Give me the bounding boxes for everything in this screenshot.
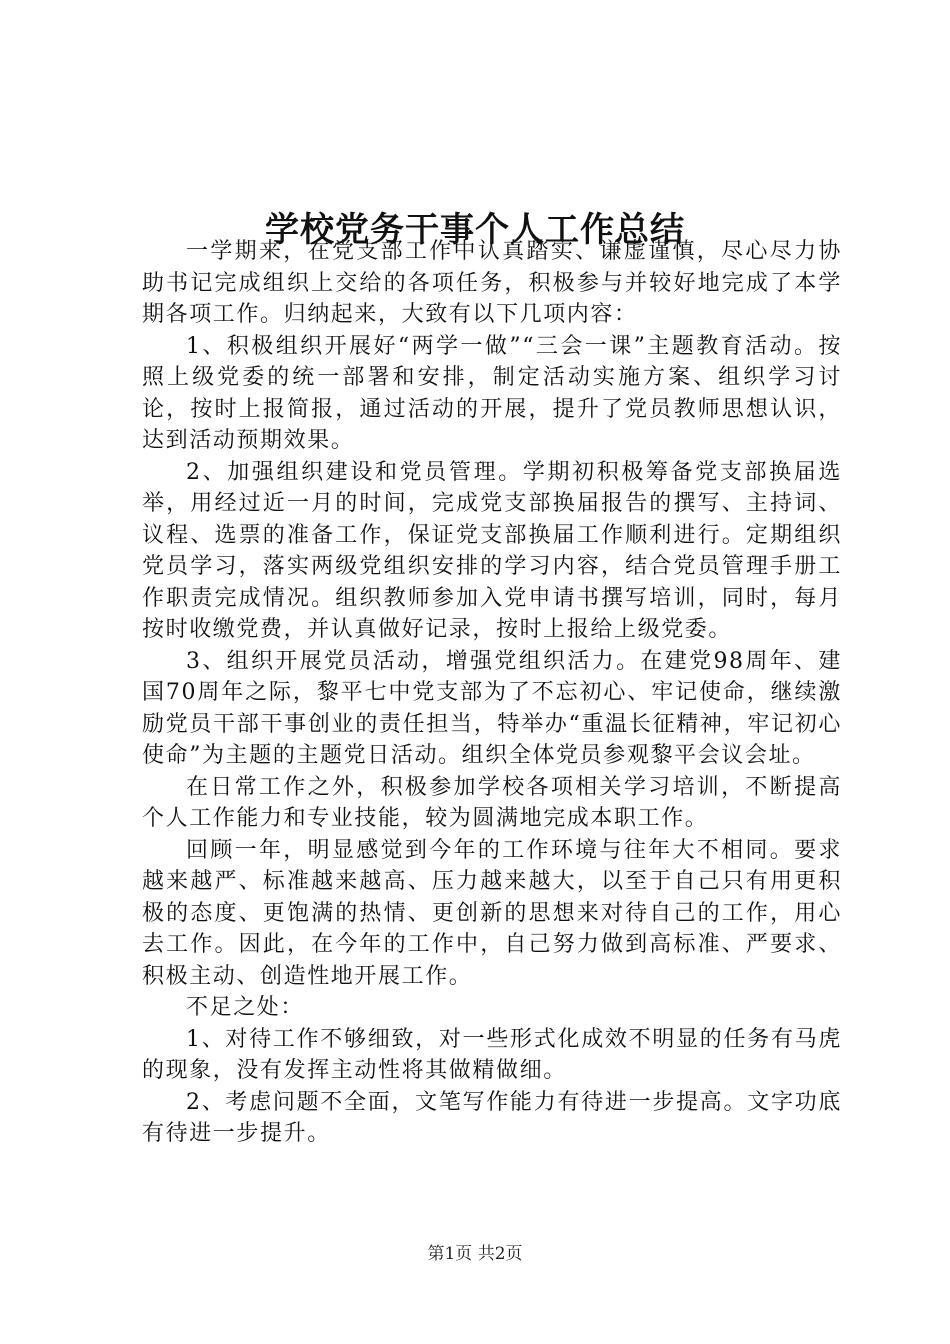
paragraph-daily-work: 在日常工作之外，积极参加学校各项相关学习培训，不断提高个人工作能力和专业技能，较为圆满地完成本职工作。 <box>142 774 842 831</box>
paragraph-shortcomings-heading: 不足之处： <box>186 995 305 1020</box>
paragraph-shortcoming-1: 1、对待工作不够细致，对一些形式化成效不明显的任务有马虎的现象，没有发挥主动性将其做精做细。 <box>142 1026 842 1083</box>
document-title: 学校党务干事个人工作总结 <box>265 209 685 250</box>
page-number-footer: 第1页 共2页 <box>427 1244 523 1264</box>
paragraph-item-1: 1、积极组织开展好“两学一做”“三会一课”主题教育活动。按照上级党委的统一部署和安排，制定活动实施方案、组织学习讨论，按时上报简报，通过活动的开展，提升了党员教师思想认识，达到活动预期效果。 <box>142 333 842 453</box>
paragraph-item-2: 2、加强组织建设和党员管理。学期初积极筹备党支部换届选举，用经过近一月的时间，完成党支部换届报告的撰写、主持词、议程、选票的准备工作，保证党支部换届工作顺利进行。定期组织党员学习，落实两级党组织安排的学习内容，结合党员管理手册工作职责完成情况。组织教师参加入党申请书撰写培训，同时，每月按时收缴党费，并认真做好记录，按时上报给上级党委。 <box>142 459 842 642</box>
paragraph-item-3: 3、组织开展党员活动，增强党组织活力。在建党98周年、建国70周年之际，黎平七中党支部为了不忘初心、牢记使命，继续激励党员干部干事创业的责任担当，特举办“重温长征精神，牢记初心使命”为主题的主题党日活动。组织全体党员参观黎平会议会址。 <box>142 648 842 768</box>
paragraph-review: 回顾一年，明显感觉到今年的工作环境与往年大不相同。要求越来越严、标准越来越高、压力越来越大，以至于自己只有用更积极的态度、更饱满的热情、更创新的思想来对待自己的工作，用心去工作。因此，在今年的工作中，自己努力做到高标准、严要求、积极主动、创造性地开展工作。 <box>142 837 842 989</box>
paragraph-intro: 一学期来，在党支部工作中认真踏实、谦虚谨慎，尽心尽力协助书记完成组织上交给的各项任务，积极参与并较好地完成了本学期各项工作。归纳起来，大致有以下几项内容： <box>142 239 842 327</box>
document-body <box>142 236 842 1150</box>
paragraph-shortcoming-2: 2、考虑问题不全面，文笔写作能力有待进一步提高。文字功底有待进一步提升。 <box>142 1089 842 1146</box>
